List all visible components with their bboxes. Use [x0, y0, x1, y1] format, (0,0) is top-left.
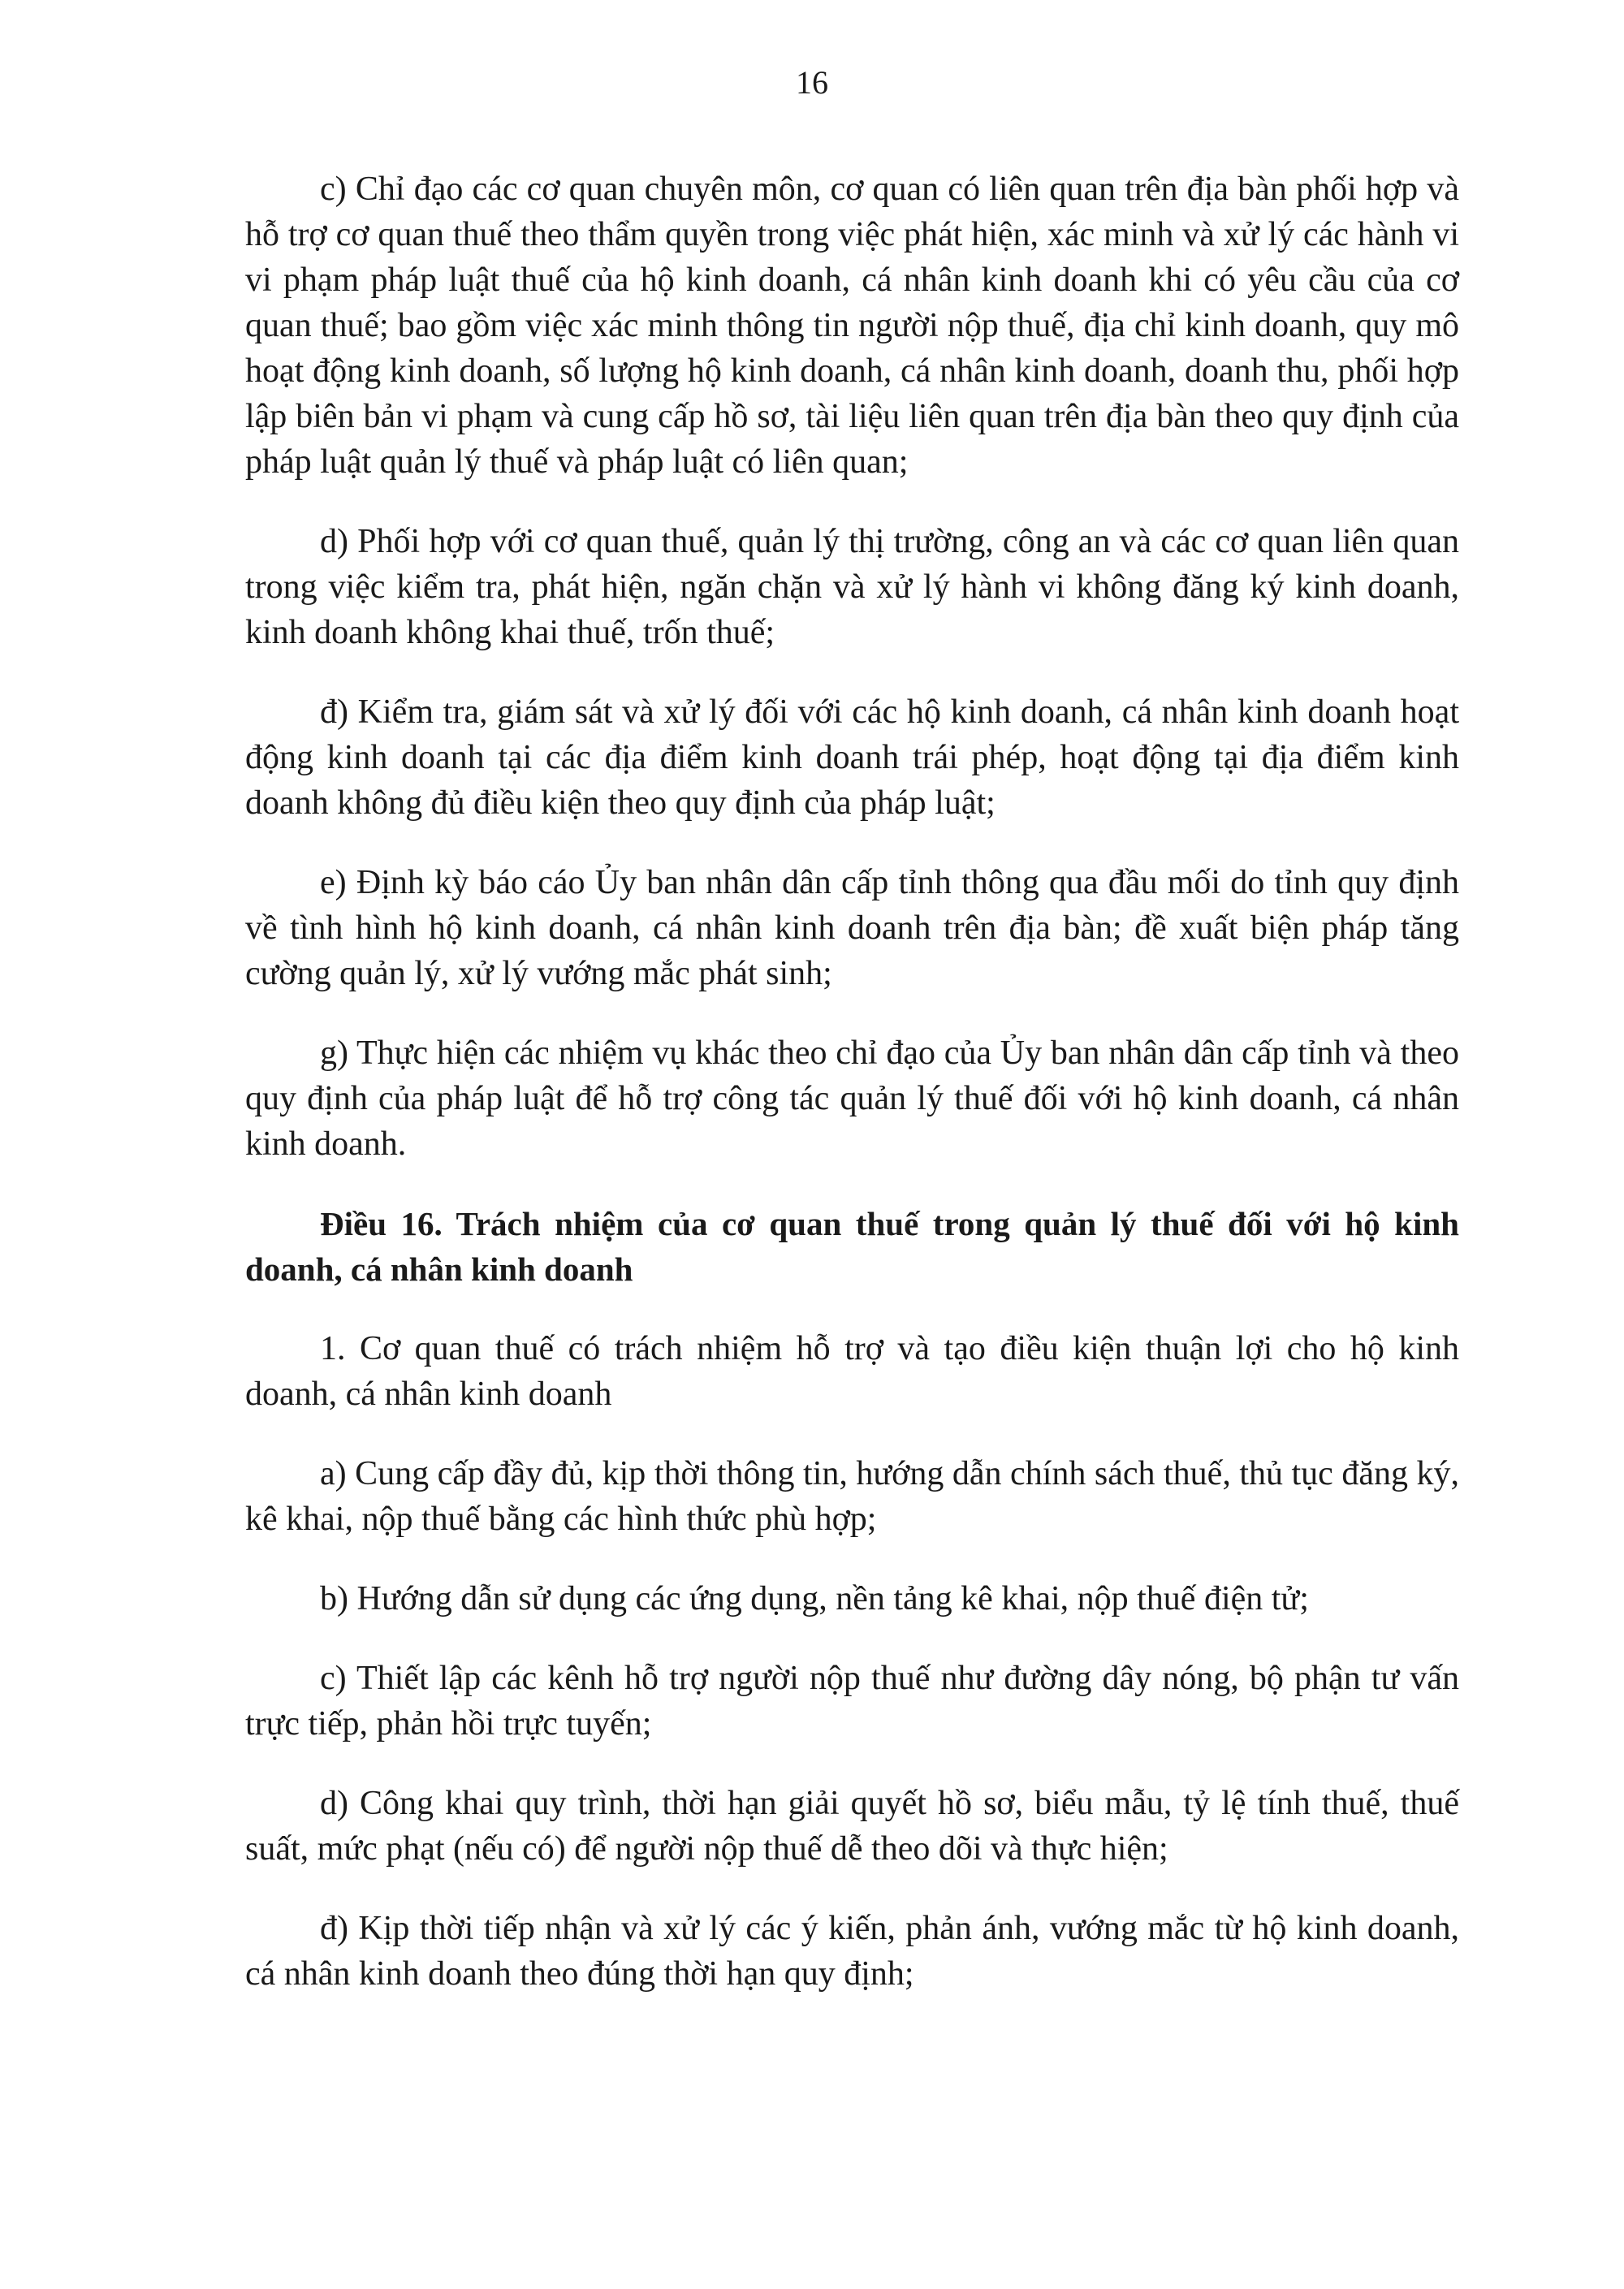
page-number: 16 — [796, 64, 828, 101]
article-16-point-dd: đ) Kịp thời tiếp nhận và xử lý các ý kiến, phản ánh, vướng mắc từ hộ kinh doanh, cá nhân kinh doanh theo đúng thời hạn quy định; — [245, 1910, 1459, 1993]
paragraph-g: g) Thực hiện các nhiệm vụ khác theo chỉ đạo của Ủy ban nhân dân cấp tỉnh và theo quy định của pháp luật để hỗ trợ công tác quản lý thuế đối với hộ kinh doanh, cá nhân kinh doanh. — [245, 1034, 1459, 1163]
article-16-point-c: c) Thiết lập các kênh hỗ trợ người nộp thuế như đường dây nóng, bộ phận tư vấn trực tiếp, phản hồi trực tuyến; — [245, 1660, 1459, 1743]
article-16-point-d: d) Công khai quy trình, thời hạn giải quyết hồ sơ, biểu mẫu, tỷ lệ tính thuế, thuế suất, mức phạt (nếu có) để người nộp thuế dễ theo dõi và thực hiện; — [245, 1785, 1459, 1868]
paragraph-e: e) Định kỳ báo cáo Ủy ban nhân dân cấp tỉnh thông qua đầu mối do tỉnh quy định về tình hình hộ kinh doanh, cá nhân kinh doanh trên địa bàn; đề xuất biện pháp tăng cường quản lý, xử lý vướng mắc phát sinh; — [245, 864, 1459, 992]
article-16-point-b: b) Hướng dẫn sử dụng các ứng dụng, nền tảng kê khai, nộp thuế điện tử; — [320, 1580, 1309, 1617]
paragraph-d: d) Phối hợp với cơ quan thuế, quản lý thị trường, công an và các cơ quan liên quan trong việc kiểm tra, phát hiện, ngăn chặn và xử lý hành vi không đăng ký kinh doanh, kinh doanh không khai thuế, trốn thuế; — [245, 523, 1459, 651]
paragraph-dd: đ) Kiểm tra, giám sát và xử lý đối với các hộ kinh doanh, cá nhân kinh doanh hoạt động kinh doanh tại các địa điểm kinh doanh trái phép, hoạt động tại địa điểm kinh doanh không đủ điều kiện theo quy định của pháp luật; — [245, 693, 1459, 822]
article-16-clause-1: 1. Cơ quan thuế có trách nhiệm hỗ trợ và tạo điều kiện thuận lợi cho hộ kinh doanh, cá nhân kinh doanh — [245, 1330, 1459, 1413]
article-16-point-a: a) Cung cấp đầy đủ, kịp thời thông tin, hướng dẫn chính sách thuế, thủ tục đăng ký, kê khai, nộp thuế bằng các hình thức phù hợp; — [245, 1455, 1459, 1538]
article-16-heading: Điều 16. Trách nhiệm của cơ quan thuế trong quản lý thuế đối với hộ kinh doanh, cá nhân kinh doanh — [245, 1205, 1459, 1288]
document-body — [245, 166, 1459, 2031]
paragraph-c: c) Chỉ đạo các cơ quan chuyên môn, cơ quan có liên quan trên địa bàn phối hợp và hỗ trợ cơ quan thuế theo thẩm quyền trong việc phát hiện, xác minh và xử lý các hành vi vi phạm pháp luật thuế của hộ kinh doanh, cá nhân kinh doanh khi có yêu cầu của cơ quan thuế; bao gồm việc xác minh thông tin người nộp thuế, địa chỉ kinh doanh, quy mô hoạt động kinh doanh, số lượng hộ kinh doanh, cá nhân kinh doanh, doanh thu, phối hợp lập biên bản vi phạm và cung cấp hồ sơ, tài liệu liên quan trên địa bàn theo quy định của pháp luật quản lý thuế và pháp luật có liên quan; — [245, 171, 1459, 481]
